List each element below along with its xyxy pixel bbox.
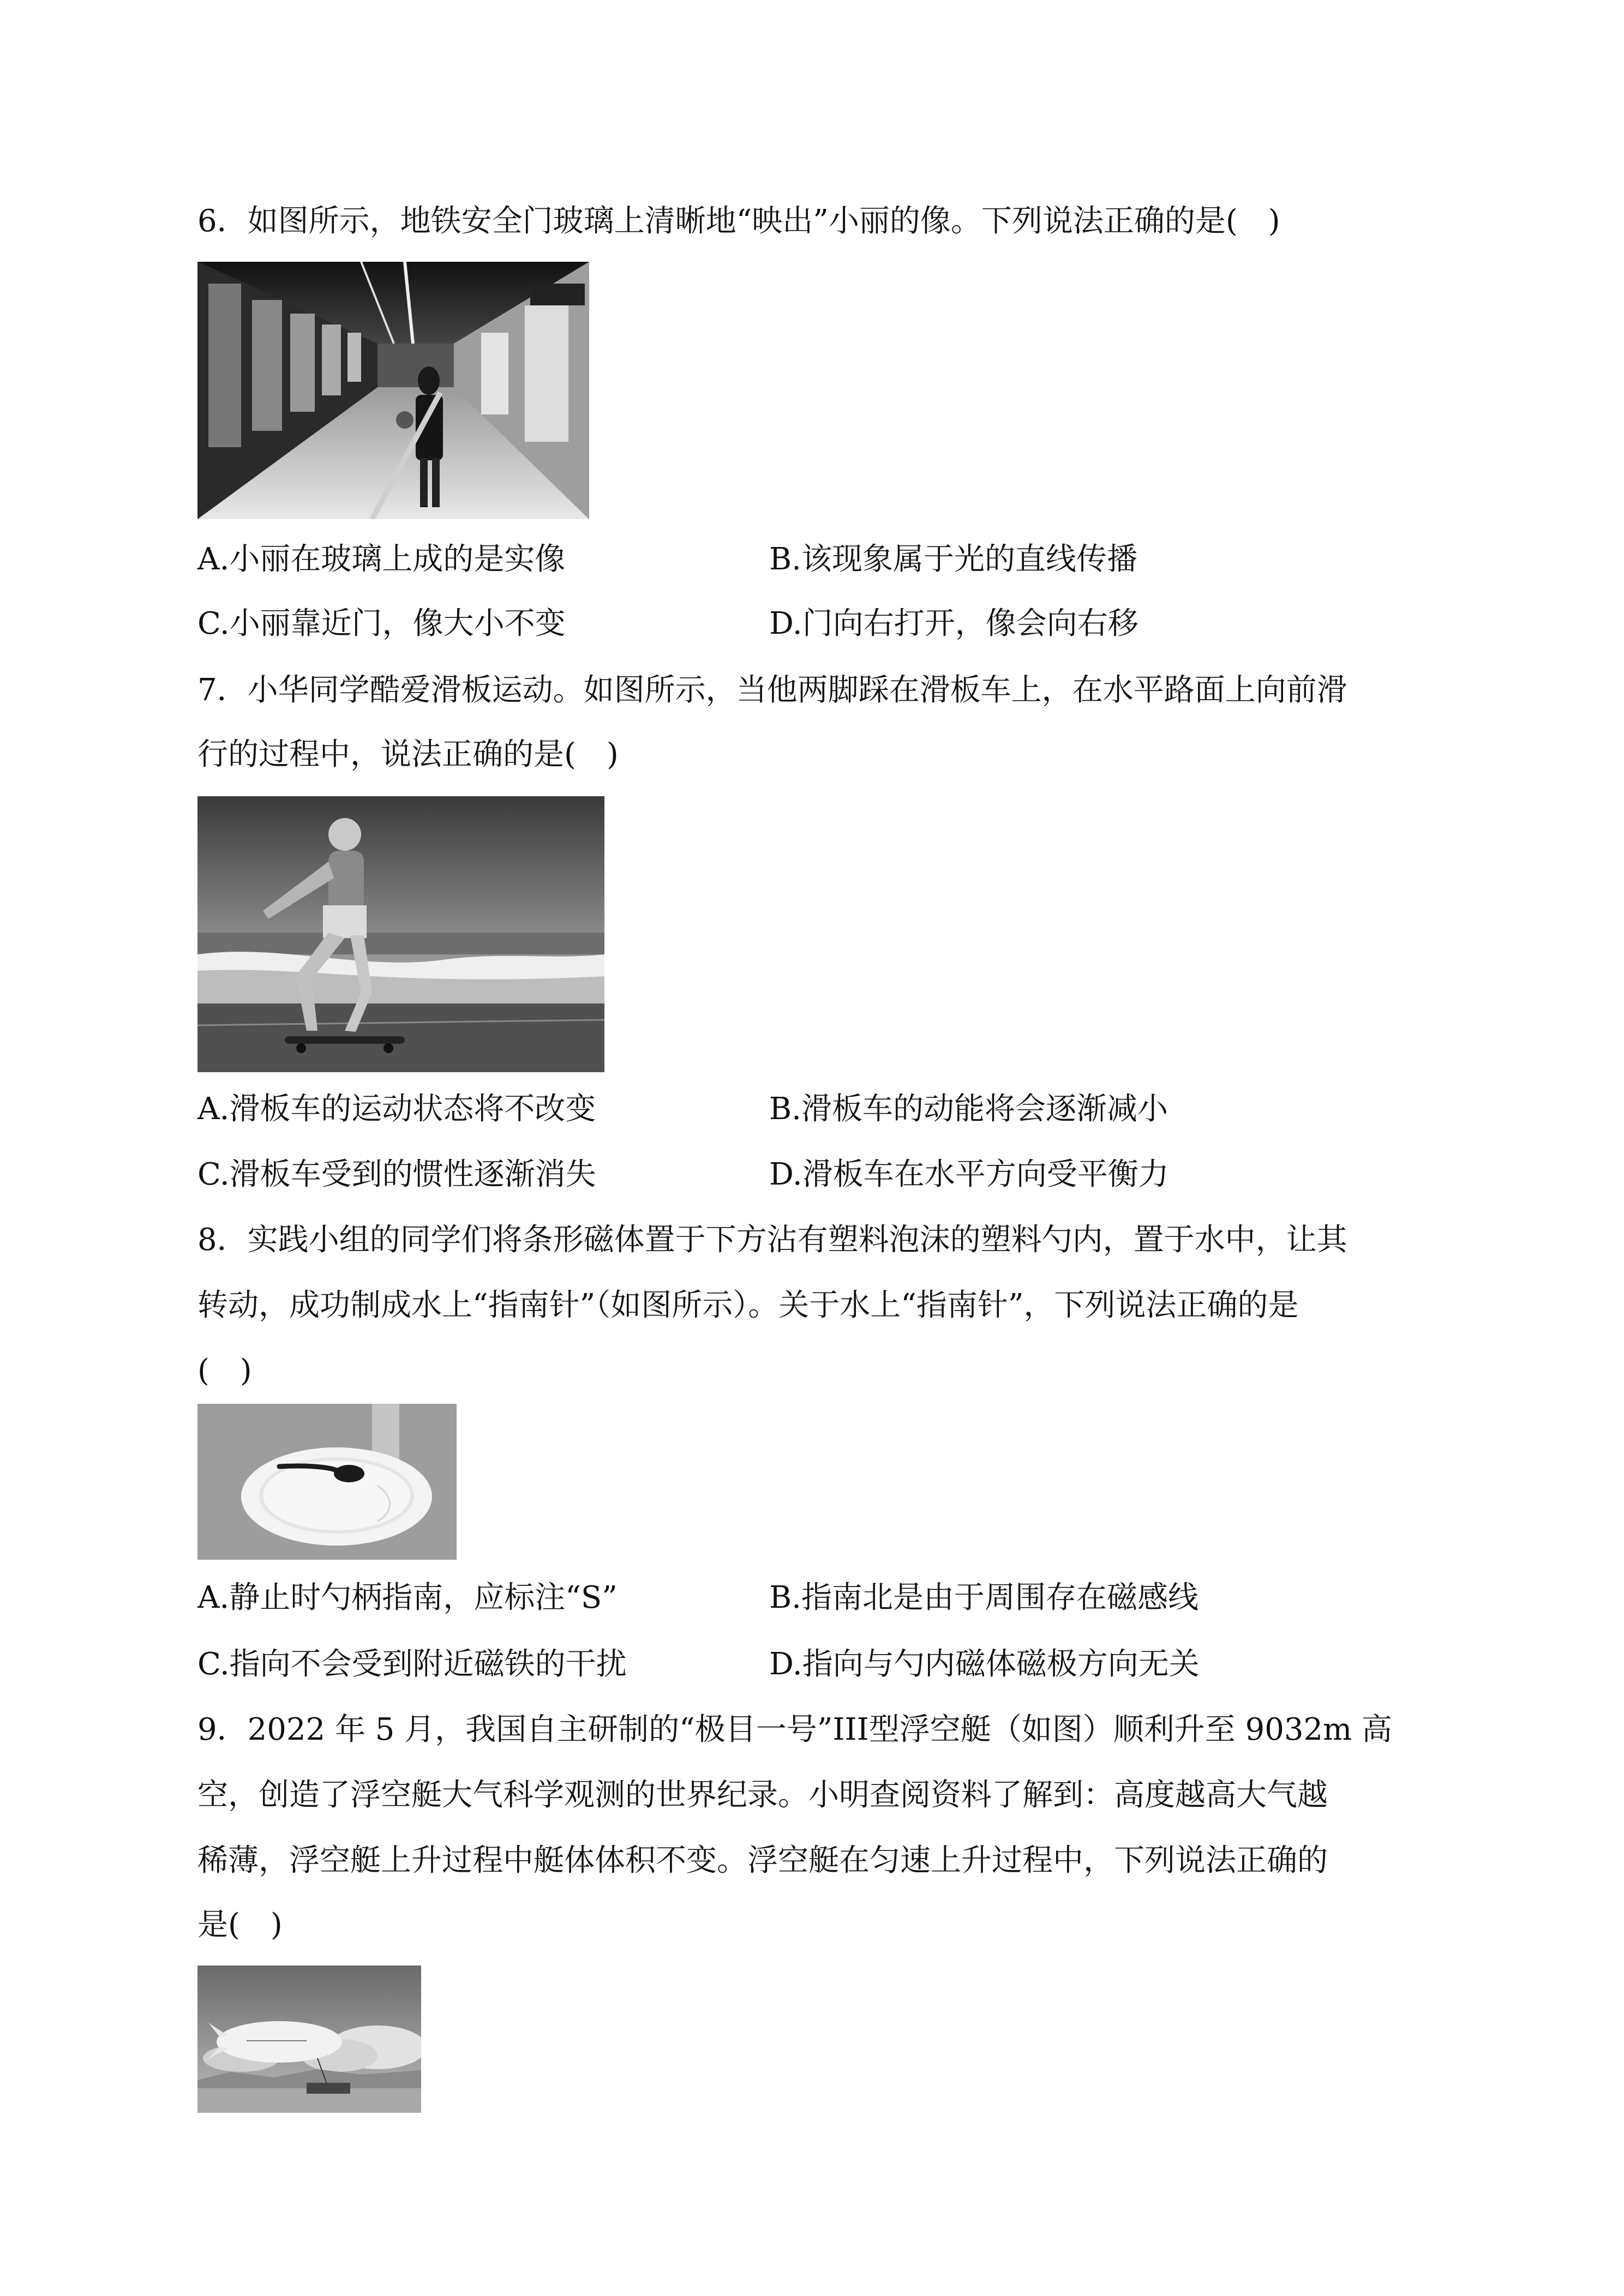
question-8-option-a: A.静止时勺柄指南，应标注“S” xyxy=(197,1580,618,1615)
question-6-option-a: A.小丽在玻璃上成的是实像 xyxy=(197,542,566,577)
question-9-line-3: 稀薄，浮空艇上升过程中艇体体积不变。浮空艇在匀速上升过程中，下列说法正确的 xyxy=(197,1843,1328,1878)
question-6-line-1: 6．如图所示，地铁安全门玻璃上清晰地“映出”小丽的像。下列说法正确的是( ) xyxy=(197,203,1280,239)
water-compass-photo xyxy=(197,1404,457,1560)
question-7-option-c: C.滑板车受到的惯性逐渐消失 xyxy=(197,1157,596,1192)
question-9-line-4: 是( ) xyxy=(197,1907,283,1943)
question-8-line-2: 转动，成功制成水上“指南针”（如图所示）。关于水上“指南针”，下列说法正确的是 xyxy=(197,1288,1299,1323)
question-8-line-1: 8．实践小组的同学们将条形磁体置于下方沾有塑料泡沫的塑料勺内，置于水中，让其 xyxy=(197,1222,1347,1258)
question-7-option-d: D.滑板车在水平方向受平衡力 xyxy=(769,1157,1169,1192)
question-8-line-3: ( ) xyxy=(197,1353,252,1389)
airship-photo xyxy=(197,1966,421,2113)
question-6-option-c: C.小丽靠近门，像大小不变 xyxy=(197,606,566,641)
question-6-option-d: D.门向右打开，像会向右移 xyxy=(769,606,1138,641)
question-7-line-2: 行的过程中，说法正确的是( ) xyxy=(197,737,619,772)
question-9-line-2: 空，创造了浮空艇大气科学观测的世界纪录。小明查阅资料了解到：高度越高大气越 xyxy=(197,1777,1328,1813)
question-8-option-b: B.指南北是由于周围存在磁感线 xyxy=(769,1580,1198,1615)
question-6-option-b: B.该现象属于光的直线传播 xyxy=(769,542,1137,577)
question-7-line-1: 7．小华同学酷爱滑板运动。如图所示，当他两脚踩在滑板车上，在水平路面上向前滑 xyxy=(197,672,1347,708)
question-7-option-a: A.滑板车的运动状态将不改变 xyxy=(197,1091,596,1127)
skateboard-photo xyxy=(197,796,604,1072)
question-8-option-d: D.指向与勺内磁体磁极方向无关 xyxy=(769,1646,1200,1682)
question-9-line-1: 9．2022 年 5 月，我国自主研制的“极目一号”III型浮空艇（如图）顺利升至 9032m 高 xyxy=(197,1712,1393,1747)
subway-photo xyxy=(197,262,589,519)
question-8-option-c: C.指向不会受到附近磁铁的干扰 xyxy=(197,1646,627,1682)
question-7-option-b: B.滑板车的动能将会逐渐减小 xyxy=(769,1091,1168,1127)
